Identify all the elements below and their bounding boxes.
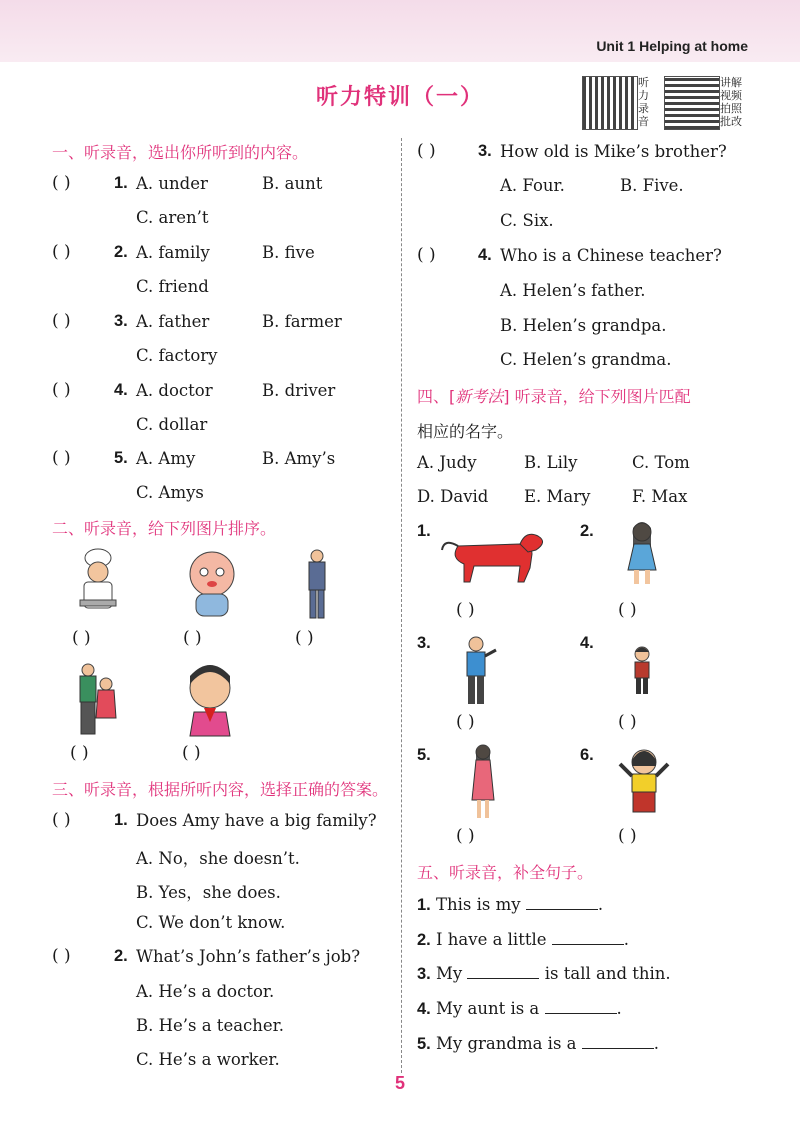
sentence-text: This is my bbox=[436, 895, 521, 914]
answer-paren[interactable]: ( ) bbox=[52, 810, 71, 830]
answer-paren[interactable]: ( ) bbox=[295, 628, 314, 648]
name-option: C. Tom bbox=[632, 453, 690, 472]
option-c: C. We don’t know. bbox=[136, 913, 286, 932]
option-b: B. Helen’s grandpa. bbox=[500, 316, 667, 335]
heading-prefix: 四、[ bbox=[417, 387, 456, 406]
item-number: 2. bbox=[114, 243, 128, 261]
new-question-tag: 新考法 bbox=[455, 387, 504, 406]
sentence-text: I have a little bbox=[436, 930, 547, 949]
sentence-end: . bbox=[616, 999, 622, 1018]
option-c: C. Six. bbox=[500, 211, 554, 230]
option-a: A. under bbox=[136, 174, 208, 193]
sentence-2 bbox=[417, 930, 629, 950]
option-a: A. Four. bbox=[500, 176, 565, 195]
option-c: C. He’s a worker. bbox=[136, 1050, 280, 1069]
option-a: A. family bbox=[136, 243, 210, 262]
option-a: A. father bbox=[136, 312, 210, 331]
fill-blank[interactable] bbox=[467, 964, 539, 979]
answer-paren[interactable]: ( ) bbox=[52, 173, 71, 193]
option-b: B. He’s a teacher. bbox=[136, 1016, 284, 1035]
answer-paren[interactable]: ( ) bbox=[70, 743, 89, 763]
column-divider bbox=[401, 138, 402, 1073]
fill-blank[interactable] bbox=[545, 999, 617, 1014]
sentence-text: My aunt is a bbox=[436, 999, 540, 1018]
fill-blank[interactable] bbox=[582, 1034, 654, 1049]
answer-paren[interactable]: ( ) bbox=[456, 826, 475, 846]
section1-heading: 一、听录音，选出你所听到的内容。 bbox=[52, 143, 309, 162]
item-number: 2. bbox=[114, 947, 128, 965]
answer-paren[interactable]: ( ) bbox=[417, 141, 436, 161]
option-b: B. aunt bbox=[262, 174, 323, 193]
sentence-1 bbox=[417, 895, 603, 915]
answer-paren[interactable]: ( ) bbox=[52, 380, 71, 400]
option-c: C. factory bbox=[136, 346, 218, 365]
option-a: A. Amy bbox=[136, 449, 196, 468]
option-a: A. Helen’s father. bbox=[500, 281, 646, 300]
qr2-label: 讲解视频拍照批改 bbox=[720, 76, 742, 128]
heading-suffix: ] 听录音，给下列图片匹配 bbox=[503, 387, 691, 406]
item-number: 2. bbox=[417, 931, 431, 949]
item-number: 1. bbox=[114, 811, 128, 829]
sentence-text: My grandma is a bbox=[436, 1034, 577, 1053]
section4-heading bbox=[417, 384, 691, 407]
woman-pink-dress-illustration bbox=[468, 744, 498, 822]
option-c: C. friend bbox=[136, 277, 209, 296]
item-number: 4. bbox=[478, 246, 492, 264]
girl-blue-dress-illustration bbox=[624, 520, 660, 588]
girl-red-scarf-illustration bbox=[184, 664, 236, 736]
answer-paren[interactable]: ( ) bbox=[52, 242, 71, 262]
man-in-suit-illustration bbox=[302, 548, 332, 622]
option-b: B. driver bbox=[262, 381, 336, 400]
answer-paren[interactable]: ( ) bbox=[618, 600, 637, 620]
qr1-label: 听力录音 bbox=[638, 76, 649, 128]
man-blue-shirt-illustration bbox=[460, 636, 500, 708]
option-b: B. Yes，she does. bbox=[136, 883, 281, 902]
option-b: B. five bbox=[262, 243, 315, 262]
sentence-end: . bbox=[623, 930, 630, 949]
picture-number: 5. bbox=[417, 746, 431, 764]
option-c: C. Amys bbox=[136, 483, 204, 502]
item-number: 3. bbox=[114, 312, 128, 330]
section4-heading-line2: 相应的名字。 bbox=[417, 422, 514, 441]
section5-heading: 五、听录音，补全句子。 bbox=[417, 863, 594, 882]
page-title: 听力特训（一） bbox=[315, 85, 484, 110]
name-option: B. Lily bbox=[524, 453, 578, 472]
picture-number: 3. bbox=[417, 634, 431, 652]
picture-number: 6. bbox=[580, 746, 594, 764]
item-number: 3. bbox=[417, 965, 431, 983]
answer-paren[interactable]: ( ) bbox=[52, 311, 71, 331]
red-dog-illustration bbox=[440, 528, 550, 584]
name-option: A. Judy bbox=[417, 453, 477, 472]
item-number: 5. bbox=[114, 449, 128, 467]
sentence-end: . bbox=[597, 895, 604, 914]
item-number: 1. bbox=[114, 174, 128, 192]
answer-paren[interactable]: ( ) bbox=[52, 448, 71, 468]
baby-illustration bbox=[182, 548, 242, 620]
answer-paren[interactable]: ( ) bbox=[417, 245, 436, 265]
item-number: 4. bbox=[114, 381, 128, 399]
page-number: 5 bbox=[394, 1073, 405, 1093]
item-number: 1. bbox=[417, 896, 431, 914]
question-text: Who is a Chinese teacher? bbox=[500, 246, 722, 265]
qr-code-listening bbox=[582, 76, 638, 130]
option-c: C. dollar bbox=[136, 415, 208, 434]
question-text: What’s John’s father’s job? bbox=[136, 947, 361, 966]
option-a: A. No，she doesn’t. bbox=[136, 849, 300, 868]
picture-number: 4. bbox=[580, 634, 594, 652]
cook-illustration bbox=[72, 548, 124, 620]
option-a: A. He’s a doctor. bbox=[136, 982, 275, 1001]
answer-paren[interactable]: ( ) bbox=[456, 600, 475, 620]
option-c: C. aren’t bbox=[136, 208, 209, 227]
name-option: E. Mary bbox=[524, 487, 591, 506]
sentence-end: . bbox=[653, 1034, 660, 1053]
fill-blank[interactable] bbox=[552, 930, 624, 945]
section2-heading: 二、听录音，给下列图片排序。 bbox=[52, 519, 277, 538]
answer-paren[interactable]: ( ) bbox=[618, 712, 637, 732]
sentence-4 bbox=[417, 999, 622, 1019]
sentence-end: is tall and thin. bbox=[544, 964, 671, 983]
answer-paren[interactable]: ( ) bbox=[618, 826, 637, 846]
name-option: F. Max bbox=[632, 487, 688, 506]
option-a: A. doctor bbox=[136, 381, 213, 400]
fill-blank[interactable] bbox=[526, 895, 598, 910]
sentence-3 bbox=[417, 964, 671, 984]
girl-yellow-shirt-illustration bbox=[616, 748, 672, 818]
item-number: 5. bbox=[417, 1035, 431, 1053]
item-number: 4. bbox=[417, 1000, 431, 1018]
name-option: D. David bbox=[417, 487, 489, 506]
qr-code-video bbox=[664, 76, 720, 130]
father-daughter-illustration bbox=[76, 662, 118, 738]
answer-paren[interactable]: ( ) bbox=[72, 628, 91, 648]
option-b: B. Five. bbox=[620, 176, 684, 195]
picture-number: 2. bbox=[580, 522, 594, 540]
answer-paren[interactable]: ( ) bbox=[52, 946, 71, 966]
option-b: B. Amy’s bbox=[262, 449, 336, 468]
sentence-text: My bbox=[436, 964, 463, 983]
sentence-5 bbox=[417, 1034, 659, 1054]
question-text: How old is Mike’s brother? bbox=[500, 142, 727, 161]
section3-heading: 三、听录音，根据所听内容，选择正确的答案。 bbox=[52, 780, 389, 799]
option-b: B. farmer bbox=[262, 312, 342, 331]
answer-paren[interactable]: ( ) bbox=[182, 743, 201, 763]
question-text: Does Amy have a big family? bbox=[136, 811, 377, 830]
unit-label: Unit 1 Helping at home bbox=[596, 38, 748, 54]
answer-paren[interactable]: ( ) bbox=[183, 628, 202, 648]
picture-number: 1. bbox=[417, 522, 431, 540]
answer-paren[interactable]: ( ) bbox=[456, 712, 475, 732]
boy-illustration bbox=[630, 646, 654, 698]
item-number: 3. bbox=[478, 142, 492, 160]
option-c: C. Helen’s grandma. bbox=[500, 350, 672, 369]
